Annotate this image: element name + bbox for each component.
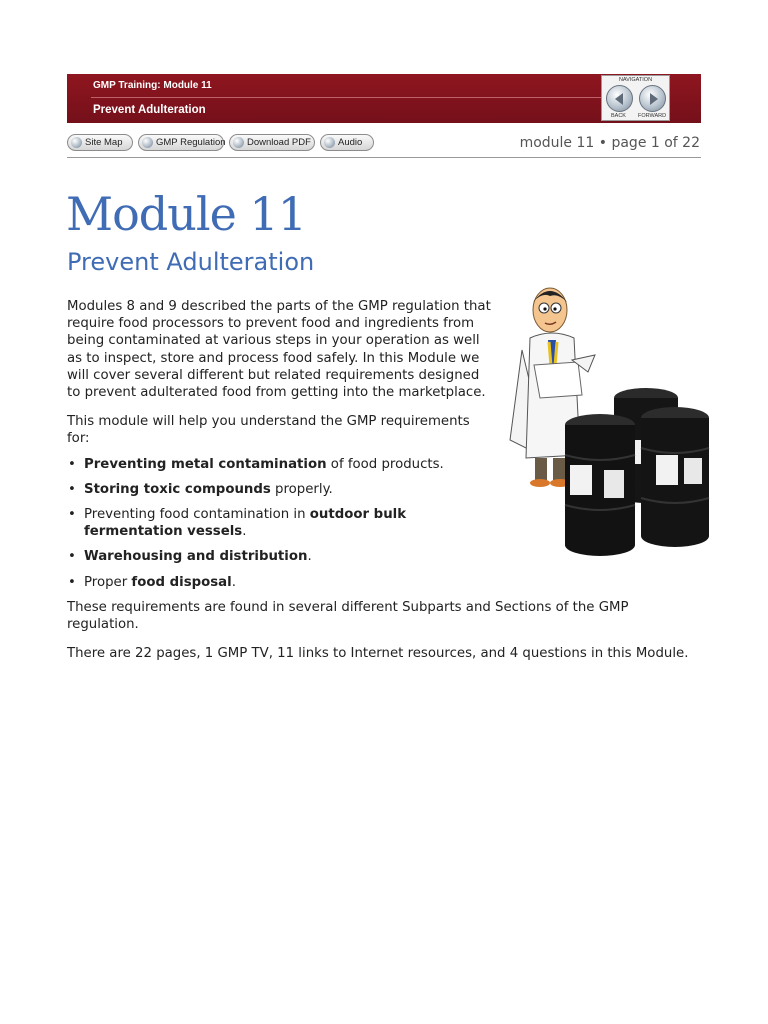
requirements-list xyxy=(67,456,497,591)
section-title: Prevent Adulteration xyxy=(93,104,206,116)
list-item: • Preventing food contamination in outdoor bulk fermentation vessels. xyxy=(67,506,482,540)
training-label: GMP Training: Module 11 xyxy=(93,80,212,91)
download-pdf-button[interactable] xyxy=(229,134,315,151)
module-title: Module 11 xyxy=(66,187,306,241)
gmp-regulation-label: GMP Regulation xyxy=(156,137,226,148)
back-arrow-icon xyxy=(613,92,627,106)
download-pdf-label: Download PDF xyxy=(247,137,311,148)
forward-arrow-icon xyxy=(646,92,660,106)
forward-label: FORWARD xyxy=(638,113,667,119)
button-bullet-icon xyxy=(71,137,82,148)
module-content xyxy=(67,298,701,662)
button-bullet-icon xyxy=(324,137,335,148)
button-bullet-icon xyxy=(142,137,153,148)
requirements-paragraph: These requirements are found in several different Subparts and Sections of the GMP regulation. xyxy=(67,599,629,633)
list-item: • Preventing metal contamination of food products. xyxy=(67,456,497,473)
audio-button[interactable] xyxy=(320,134,374,151)
back-label: BACK xyxy=(611,113,626,119)
site-map-label: Site Map xyxy=(85,137,123,148)
list-item: • Proper food disposal. xyxy=(67,574,497,591)
list-item: • Warehousing and distribution. xyxy=(67,548,497,565)
intro-paragraph: Modules 8 and 9 described the parts of the GMP regulation that require food processors to prevent food and ingredients from being contaminated at various steps in your operation as well as to inspect, store and process food safely. In this Module we will cover several different but related requirements designed to prevent adulterated food from getting into the marketplace. xyxy=(67,299,491,401)
module-count-paragraph: There are 22 pages, 1 GMP TV, 11 links to Internet resources, and 4 questions in this Module. xyxy=(67,646,689,662)
page-indicator: module 11 • page 1 of 22 xyxy=(519,135,700,151)
toolbar-divider xyxy=(67,157,701,158)
back-button[interactable] xyxy=(606,85,633,112)
list-item: • Storing toxic compounds properly. xyxy=(67,481,497,498)
forward-button[interactable] xyxy=(639,85,666,112)
navigation-label: NAVIGATION xyxy=(618,77,653,83)
audio-label: Audio xyxy=(338,137,363,148)
button-bullet-icon xyxy=(233,137,244,148)
module-subtitle: Prevent Adulteration xyxy=(67,248,315,276)
gmp-regulation-button[interactable] xyxy=(138,134,224,151)
navigation-panel xyxy=(601,75,670,121)
help-paragraph: This module will help you understand the GMP requirements for: xyxy=(67,414,470,447)
header-rule xyxy=(91,97,611,98)
site-map-button[interactable] xyxy=(67,134,133,151)
